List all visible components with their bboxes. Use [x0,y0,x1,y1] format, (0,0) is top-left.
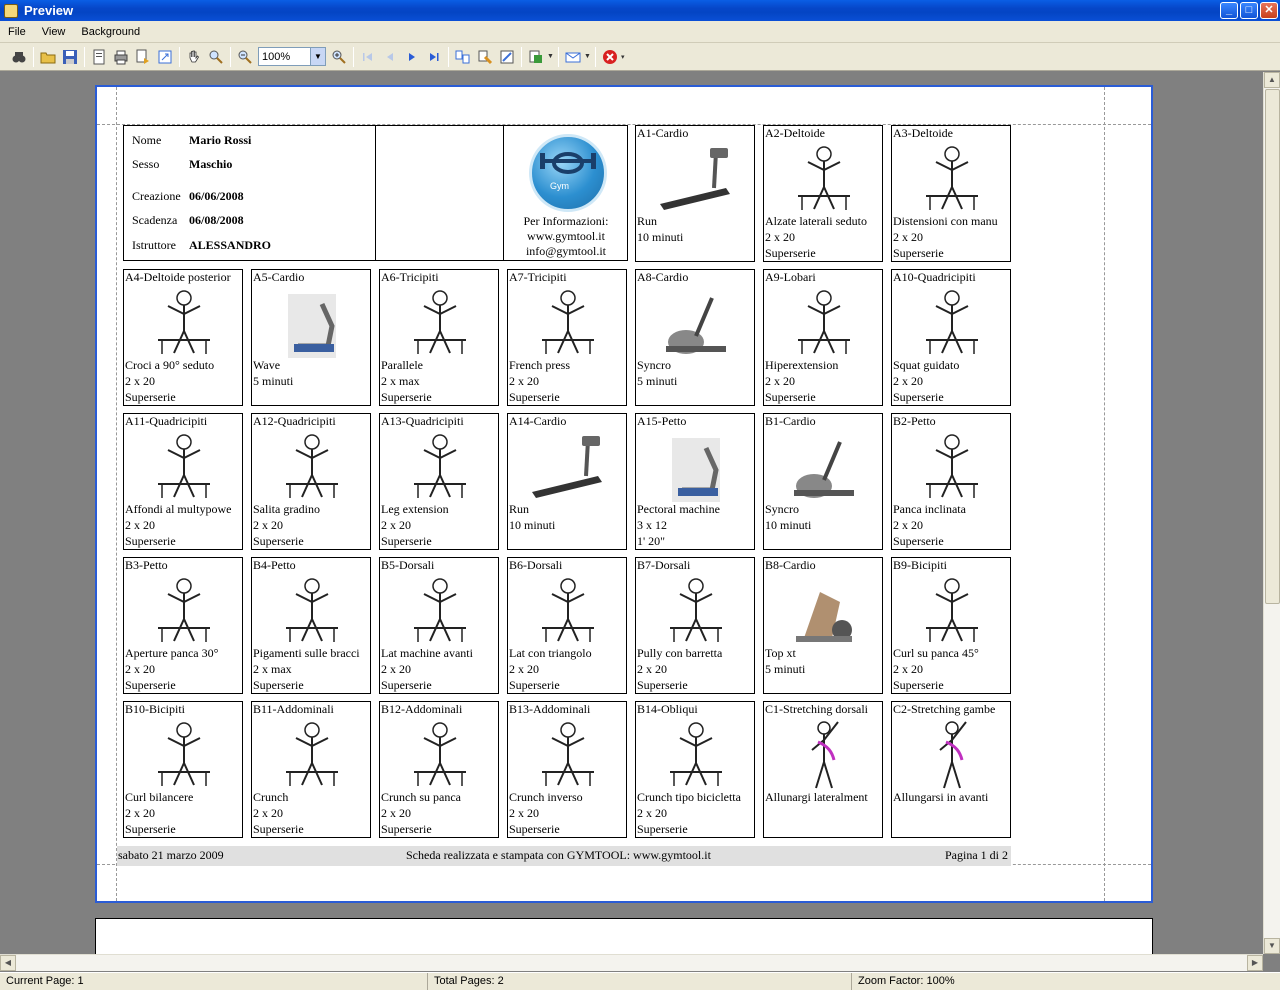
exercise-sets: 2 x 20 [637,806,667,820]
exercise-name: Crunch su panca [381,790,461,804]
exercise-title: B11-Addominali [253,702,334,716]
exercise-mode: Superserie [509,390,560,404]
exercise-title: A14-Cardio [509,414,567,428]
exercise-name: Alzate laterali seduto [765,214,867,228]
exercise-title: A10-Quadricipiti [893,270,976,284]
gymtool-logo: Gym [529,134,607,212]
magnifier-icon[interactable] [205,46,227,68]
exercise-title: A13-Quadricipiti [381,414,464,428]
preview-page-2 [95,918,1153,954]
exercise-name: Squat guidato [893,358,960,372]
exercise-sets: 2 x 20 [893,230,923,244]
close-preview-icon[interactable] [599,46,621,68]
exercise-sets: 2 x 20 [125,662,155,676]
menu-background[interactable]: Background [81,25,141,38]
status-zoom-factor: Zoom Factor: 100% [858,975,955,987]
exercise-mode: Superserie [125,678,176,692]
exercise-title: C1-Stretching dorsali [765,702,868,716]
exercise-sets: 2 x 20 [381,662,411,676]
stretch-illustration-icon [784,718,864,794]
save-icon[interactable] [59,46,81,68]
find-icon[interactable] [8,46,30,68]
exercise-sets: 2 x max [381,374,420,388]
footer-credit: Scheda realizzata e stampata con GYMTOOL: www.gymtool.it [406,848,711,862]
zoom-out-icon[interactable] [234,46,256,68]
figure-illustration-icon [144,574,224,650]
exercise-name: Panca inclinata [893,502,966,516]
exercise-mode: Superserie [253,822,304,836]
exercise-name: Allungarsi in avanti [893,790,989,804]
exercise-title: B8-Cardio [765,558,816,572]
exercise-mode: Superserie [893,246,944,260]
exercise-card [123,269,243,406]
exercise-title: A7-Tricipiti [509,270,567,284]
exercise-name: Parallele [381,358,423,372]
exercise-card [507,269,627,406]
exercise-name: Pectoral machine [637,502,720,516]
figure-illustration-icon [656,718,736,794]
exercise-title: A11-Quadricipiti [125,414,208,428]
export-format-icon[interactable] [525,46,547,68]
machine-photo-illustration-icon [656,430,736,506]
exercise-mode: Superserie [765,246,816,260]
figure-illustration-icon [912,142,992,218]
exercise-mode: Superserie [253,534,304,548]
machine-photo-illustration-icon [272,286,352,362]
exercise-title: B9-Bicipiti [893,558,947,572]
exercise-sets: 2 x 20 [893,374,923,388]
first-page-icon[interactable] [357,46,379,68]
exercise-name: Run [637,214,658,228]
exercise-title: B5-Dorsali [381,558,435,572]
exercise-card [763,557,883,694]
email-icon[interactable] [562,46,584,68]
exercise-name: Pigamenti sulle bracci [253,646,360,660]
zoom-in-icon[interactable] [328,46,350,68]
figure-illustration-icon [912,286,992,362]
exercise-mode: Superserie [765,390,816,404]
scroll-left-icon[interactable]: ◀ [0,955,16,971]
exercise-mode: Superserie [637,822,688,836]
title-bar [0,0,1280,21]
menu-file[interactable]: File [8,25,26,38]
exercise-name: Crunch tipo bicicletta [637,790,741,804]
zoom-value: 100% [262,50,291,63]
treadmill-illustration-icon [656,142,736,218]
open-folder-icon[interactable] [37,46,59,68]
figure-illustration-icon [400,286,480,362]
menu-view[interactable]: View [41,25,66,38]
exercise-card [763,413,883,550]
exercise-title: B10-Bicipiti [125,702,185,716]
exercise-card [635,413,755,550]
exercise-title: A4-Deltoide posterior [125,270,231,284]
exercise-mode: Superserie [509,822,560,836]
scroll-up-icon[interactable]: ▲ [1264,72,1280,88]
exercise-title: A5-Cardio [253,270,305,284]
contact-website: www.gymtool.it [527,229,605,243]
exercise-card [379,557,499,694]
exercise-card [635,125,755,262]
exercise-name: Allunargi lateralment [765,790,868,804]
elliptical-illustration-icon [784,430,864,506]
figure-illustration-icon [144,430,224,506]
exercise-title: B2-Petto [893,414,936,428]
margin-guide [1104,87,1105,901]
exercise-mode: Superserie [637,678,688,692]
exercise-sets: 2 x 20 [765,230,795,244]
exercise-sets: 2 x 20 [509,806,539,820]
exercise-title: B6-Dorsali [509,558,563,572]
exercise-card [251,701,371,838]
menu-bar [0,21,1280,43]
exercise-sets: 2 x 20 [253,806,283,820]
exercise-mode: 1' 20" [637,534,666,548]
app-icon [4,4,18,18]
footer-page-number: Pagina 1 di 2 [945,848,1008,862]
maximize-button[interactable]: □ [1240,2,1258,19]
exercise-mode: Superserie [125,390,176,404]
exercise-title: B3-Petto [125,558,168,572]
figure-illustration-icon [784,286,864,362]
info-sesso: Sesso Maschio [132,157,233,171]
last-page-icon[interactable] [423,46,445,68]
exercise-sets: 2 x 20 [893,518,923,532]
horizontal-scrollbar[interactable] [0,954,1263,971]
exercise-title: B1-Cardio [765,414,816,428]
exercise-name: Curl bilancere [125,790,194,804]
exercise-sets: 2 x 20 [509,374,539,388]
exercise-title: A8-Cardio [637,270,689,284]
exercise-name: Crunch inverso [509,790,583,804]
exercise-sets: 2 x 20 [381,806,411,820]
exercise-title: A2-Deltoide [765,126,825,140]
exercise-title: A9-Lobari [765,270,816,284]
next-page-icon[interactable] [401,46,423,68]
exercise-mode: Superserie [381,822,432,836]
info-scadenza: Scadenza 06/08/2008 [132,213,244,227]
exercise-mode: Superserie [253,678,304,692]
exercise-name: Lat con triangolo [509,646,592,660]
exercise-name: Syncro [637,358,671,372]
exercise-sets: 3 x 12 [637,518,667,532]
contact-heading: Per Informazioni: [523,214,609,228]
exercise-name: French press [509,358,570,372]
exercise-card [763,269,883,406]
figure-illustration-icon [528,718,608,794]
exercise-mode: Superserie [893,678,944,692]
toolbar [0,43,1280,71]
exercise-sets: 2 x 20 [765,374,795,388]
export-dropdown-icon[interactable]: ▼ [547,53,554,60]
figure-illustration-icon [400,718,480,794]
exercise-mode: Superserie [893,390,944,404]
exercise-card [635,701,755,838]
figure-illustration-icon [144,286,224,362]
exercise-sets: 2 x 20 [125,806,155,820]
exercise-sets: 2 x 20 [509,662,539,676]
toolbar-options-icon[interactable]: ▾ [621,53,625,61]
exercise-title: C2-Stretching gambe [893,702,996,716]
figure-illustration-icon [400,574,480,650]
exercise-name: Pully con barretta [637,646,723,660]
exercise-name: Aperture panca 30° [125,646,219,660]
exercise-title: A15-Petto [637,414,687,428]
exercise-card [891,125,1011,262]
figure-illustration-icon [912,430,992,506]
exercise-mode: Superserie [381,390,432,404]
exercise-mode: Superserie [509,678,560,692]
exercise-name: Affondi al multypowe [125,502,232,516]
figure-illustration-icon [528,574,608,650]
exercise-card [891,413,1011,550]
exercise-card [891,557,1011,694]
exercise-title: B14-Obliqui [637,702,698,716]
treadmill-illustration-icon [528,430,608,506]
figure-illustration-icon [656,574,736,650]
exercise-sets: 2 x 20 [125,518,155,532]
vertical-scroll-thumb[interactable] [1265,89,1280,604]
figure-illustration-icon [400,430,480,506]
chevron-down-icon[interactable]: ▼ [310,48,325,65]
paint-icon[interactable] [474,46,496,68]
exercise-sets: 10 minuti [637,230,684,244]
exercise-sets: 2 x 20 [381,518,411,532]
stretch-illustration-icon [912,718,992,794]
status-current-page: Current Page: 1 [0,973,428,990]
resize-icon[interactable] [154,46,176,68]
exercise-card [891,269,1011,406]
exercise-sets: 2 x 20 [893,662,923,676]
exercise-title: A3-Deltoide [893,126,953,140]
exercise-mode: Superserie [125,822,176,836]
exercise-name: Curl su panca 45° [893,646,979,660]
exercise-card [379,701,499,838]
exercise-title: A1-Cardio [637,126,689,140]
exercise-sets: 2 x 20 [125,374,155,388]
exercise-name: Wave [253,358,281,372]
exercise-card [123,413,243,550]
client-info-box [123,125,628,261]
exercise-card [763,701,883,838]
exercise-title: A12-Quadricipiti [253,414,336,428]
exercise-title: B13-Addominali [509,702,591,716]
exercise-mode: Superserie [125,534,176,548]
exercise-name: Distensioni con manu [893,214,998,228]
bike-photo-illustration-icon [784,574,864,650]
minimize-button[interactable]: _ [1220,2,1238,19]
window-title: Preview [24,3,74,18]
elliptical-illustration-icon [656,286,736,362]
edit-icon[interactable] [496,46,518,68]
page-footer [117,846,1011,866]
exercise-name: Croci a 90° seduto [125,358,215,372]
exercise-sets: 2 x max [253,662,292,676]
email-dropdown-icon[interactable]: ▼ [584,53,591,60]
exercise-title: B7-Dorsali [637,558,691,572]
exercise-name: Salita gradino [253,502,320,516]
figure-illustration-icon [528,286,608,362]
exercise-card [635,557,755,694]
exercise-name: Hiperextension [765,358,839,372]
exercise-name: Lat machine avanti [381,646,473,660]
info-nome: Nome Mario Rossi [132,133,252,147]
exercise-card [251,557,371,694]
scroll-down-icon[interactable]: ▼ [1264,938,1280,954]
preview-page-1 [95,85,1153,903]
previous-page-icon[interactable] [379,46,401,68]
exercise-title: A6-Tricipiti [381,270,439,284]
exercise-card [635,269,755,406]
exercise-title: B12-Addominali [381,702,463,716]
vertical-scrollbar[interactable] [1263,72,1280,954]
footer-date: sabato 21 marzo 2009 [118,848,224,862]
exercise-card [891,701,1011,838]
exercise-sets: 5 minuti [637,374,678,388]
exercise-mode: Superserie [893,534,944,548]
margin-guide [116,87,117,901]
exercise-card [507,557,627,694]
print-icon[interactable] [110,46,132,68]
exercise-card [251,413,371,550]
page-setup-icon[interactable] [88,46,110,68]
zoom-select[interactable] [258,47,326,66]
exercise-mode: Superserie [381,678,432,692]
info-istruttore: Istruttore ALESSANDRO [132,238,272,252]
figure-illustration-icon [272,718,352,794]
figure-illustration-icon [912,574,992,650]
exercise-card [123,701,243,838]
info-creazione: Creazione 06/06/2008 [132,189,244,203]
exercise-title: B4-Petto [253,558,296,572]
hand-tool-icon[interactable] [183,46,205,68]
exercise-sets: 10 minuti [509,518,556,532]
exercise-sets: 5 minuti [765,662,806,676]
exercise-card [507,413,627,550]
exercise-sets: 2 x 20 [637,662,667,676]
exercise-name: Syncro [765,502,799,516]
figure-illustration-icon [784,142,864,218]
exercise-card [379,269,499,406]
exercise-sets: 10 minuti [765,518,812,532]
exercise-mode: Superserie [381,534,432,548]
exercise-card [251,269,371,406]
figure-illustration-icon [144,718,224,794]
close-button[interactable]: ✕ [1260,2,1278,19]
status-bar [0,972,1280,990]
exercise-name: Leg extension [381,502,449,516]
exercise-sets: 2 x 20 [253,518,283,532]
exercise-sets: 5 minuti [253,374,294,388]
figure-illustration-icon [272,430,352,506]
exercise-card [763,125,883,262]
exercise-name: Top xt [765,646,796,660]
exercise-card [123,557,243,694]
exercise-card [379,413,499,550]
exercise-card [507,701,627,838]
page-layout-icon[interactable] [452,46,474,68]
exercise-name: Run [509,502,530,516]
contact-email: info@gymtool.it [525,244,607,258]
scroll-right-icon[interactable]: ▶ [1247,955,1263,971]
exercise-name: Crunch [253,790,289,804]
export-icon[interactable] [132,46,154,68]
figure-illustration-icon [272,574,352,650]
status-total-pages: Total Pages: 2 [428,973,852,990]
